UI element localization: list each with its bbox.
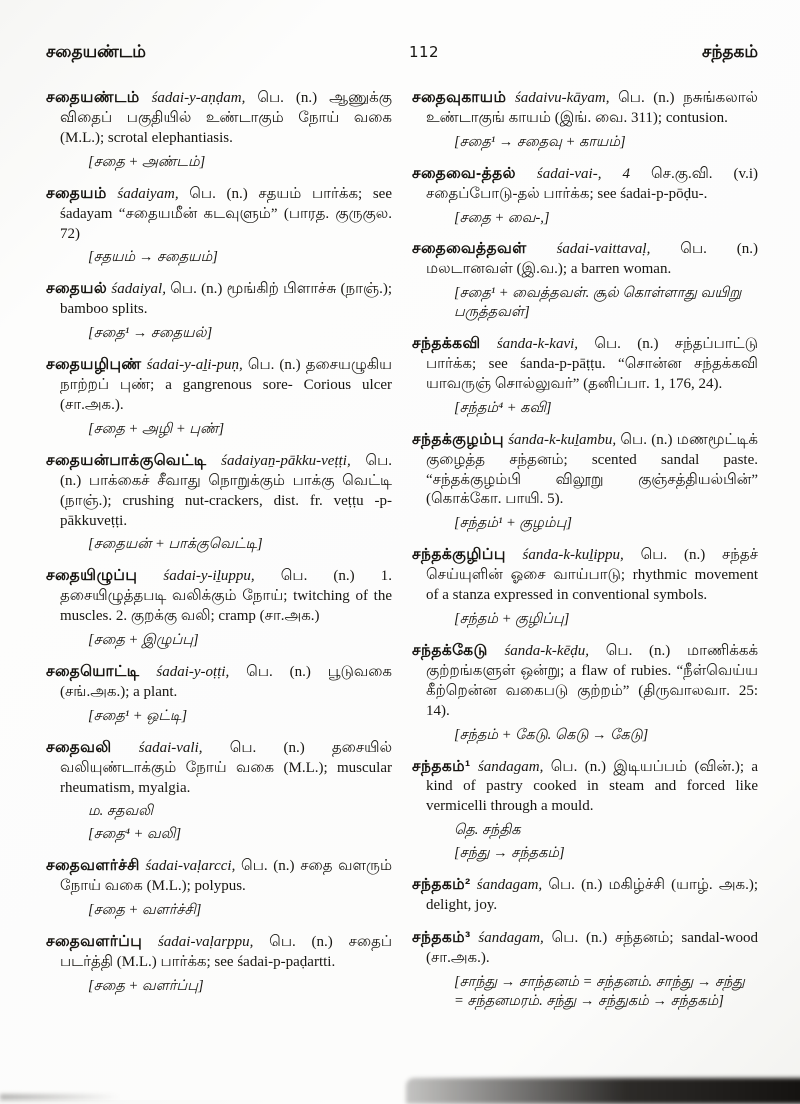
entry-etymology: [சதை + வளர்ப்பு] [88,977,204,994]
entry-grammar: பெ. (n.) [170,281,223,298]
entry-headword: சதையிழுப்பு [46,567,138,585]
entry-grammar: பெ. (n.) [257,90,318,106]
entry-headword: சதையண்டம் [46,89,140,106]
entry-headword: சந்தக்கேடு [412,641,488,659]
entry-definition: மாணிக்கக் குற்றங்களுள் ஒன்று; a flaw of rubies. “நீள்வெய்ய கீற்றென்ன வகைபடு குற்றம்” (திருவாலவா. 25: 14). [426,642,759,719]
entry-etymology: [சதை¹ → சதைவு + காயம்] [454,133,626,150]
entry-etymology: [சதை¹ → சதையல்] [88,325,213,342]
dictionary-entry [46,355,392,439]
entry-transliteration: śanda-k-kēḍu, [504,642,589,659]
entry-etymology: [சதை¹ + வைத்தவள். சூல் கொள்ளாது வயிறு பருத்தவள்] [454,285,742,321]
entry-etymology: [சதை + அண்டம்] [88,153,206,170]
dictionary-entry [412,88,758,152]
entry-grammar: பெ. (n.) [618,90,675,106]
entry-grammar: பெ. (n.) [551,929,608,946]
entry-headword: சதைவுகாயம் [412,89,507,106]
dictionary-entry [412,757,758,864]
entry-headword: சந்தகம்² [412,876,471,893]
entry-grammar: பெ. (n.) [680,241,759,258]
entry-grammar: பெ. (n.) [550,758,606,775]
entry-headword: சதையன்பாக்குவெட்டி [46,451,207,469]
running-header [46,42,758,64]
dictionary-entry [46,279,392,343]
dictionary-entry [46,932,392,996]
entry-definition: பாக்கைச் சீவாது நொறுக்கும் பாக்கு வெட்டி (நாஞ்.); crushing nut-crackers, dist. fr. veṭṭu -p- pākkuveṭṭi. [60,472,393,529]
entry-grammar: செ.கு.வி. (v.i) [651,165,758,182]
entry-headword: சதைவளர்ப்பு [46,932,143,950]
entry-transliteration: śadai-y-aḻi-puṇ, [146,357,243,374]
two-column-body [46,88,758,1022]
entry-headword: சதையொட்டி [46,662,140,680]
entry-headword: சதைவளர்ச்சி [46,857,140,875]
entry-etymology: [சதை + வை-,] [454,209,550,226]
entry-transliteration: śadai-vaḷarcci, [145,858,236,875]
entry-definition: மலடானவள் (இ.வ.); a barren woman. [426,261,672,278]
entry-headword: சதையழிபுண் [46,356,142,374]
entry-grammar: பெ. (n.) [605,642,671,659]
dictionary-entry [412,928,758,1011]
entry-etymology: [சதையன் + பாக்குவெட்டி] [88,536,263,553]
entry-etymology: [சந்து → சந்தகம்] [454,845,565,862]
entry-definition: பூடுவகை (சங்.அக.); a plant. [60,663,392,700]
entry-headword: சந்தகம்³ [412,928,471,946]
entry-transliteration: śanda-k-kuḻambu, [508,431,617,448]
entry-transliteration: śandagam, [476,877,543,893]
entry-etymology: [சதயம் → சதையம்] [88,249,218,266]
entry-headword: சதைவைத்தவள் [412,240,527,258]
entry-etymology: [சந்தம் + குழிப்பு] [454,611,570,628]
dictionary-entry [46,662,392,726]
entry-definition: சந்தச் செய்யுளின் ஓசை வாய்பாடு; rhythmic movement of a stanza expressed in conventional symbols. [426,547,759,604]
scan-artifact-bottom-right [406,1078,800,1104]
entry-definition: நசுங்கலால் உண்டாகுங் காயம் (இங். வை. 311); contusion. [426,90,759,126]
entry-transliteration: śadai-y-aṇḍam, [151,90,246,106]
entry-headword: சதைவை-த்தல் [412,164,516,182]
dictionary-entry [412,164,758,228]
entry-grammar: பெ. (n.) [640,547,706,564]
entry-grammar: பெ. (n.) [269,933,333,950]
entry-transliteration: śadai-y-oṭṭi, [156,663,230,680]
entry-grammar: பெ. (n.) [241,858,295,875]
entry-grammar: பெ. (n.) [594,336,659,352]
entry-definition: சந்தப்பாட்டு பார்க்க; see śanda-p-pāṭṭu. “சொன்ன சந்தக்கவி யாவருஞ் சொல்லுவர்” (தனிப்பா. 1, 176, 24). [426,336,758,392]
dictionary-column-left [46,88,392,1022]
entry-definition: தசையில் வலியுண்டாக்கும் நோய் வகை (M.L.); muscular rheumatism, myalgia. [60,739,393,796]
dictionary-entry [46,738,392,845]
entry-etymology: [சாந்து → சாந்தனம் = சந்தனம். சாந்து → சந்து = சந்தனமரம். சந்து → சந்துகம் → சந்தகம்] [454,973,745,1009]
entry-etymology: [சதை + வளர்ச்சி] [88,902,202,919]
entry-definition: இடியப்பம் (வின்.); a kind of pastry cooked in steam and forced like vermicelli through a mould. [426,758,759,815]
entry-definition: சதைப் படர்த்தி (M.L.) பார்க்க; see śadai-p-paḍartti. [60,933,393,970]
entry-headword: சந்தக்கவி [412,335,481,352]
dictionary-entry [412,875,758,916]
entry-transliteration: śadaivu-kāyam, [514,90,610,106]
dictionary-entry [412,334,758,418]
entry-grammar: பெ. (n.) [60,452,393,489]
entry-grammar: பெ. (n.) [189,185,248,202]
entry-definition: மணமூட்டிக் குழைத்த சந்தனம்; scented sandal paste. “சந்தக்குழம்பி விலூறு குஞ்சத்தியல்பின்” (கொக்கோ. பாயி. 5). [426,431,759,508]
entry-etymology: [சதை⁴ + வலி] [88,826,182,843]
entry-grammar: பெ. (n.) [548,877,603,893]
dictionary-column-right [412,88,758,1022]
entry-headword: சதைவலி [46,738,112,756]
entry-transliteration: śanda-k-kavi, [496,336,579,352]
running-head-right: சந்தகம் [702,42,758,61]
entry-definition: சதைப்போடு-தல் பார்க்க; see śadai-p-pōḍu-. [426,185,708,202]
dictionary-entry [46,184,392,268]
entry-transliteration: śadai-vai-, 4 [536,165,630,182]
entry-transliteration: śadai-vaḷarppu, [157,933,254,950]
dictionary-entry [412,545,758,629]
page-number: 112 [408,43,440,61]
entry-definition: மூங்கிற் பிளாச்சு (நாஞ்.); bamboo splits. [60,281,392,318]
entry-grammar: பெ. (n.) [280,568,355,585]
entry-definition: ஆணுக்கு விதைப் பகுதியில் உண்டாகும் நோய் வகை (M.L.); scrotal elephantiasis. [60,90,393,146]
dictionary-entry [46,88,392,172]
scan-artifact-bottom-left [0,1094,120,1100]
dictionary-entry [412,641,758,745]
entry-grammar: பெ. (n.) [247,357,301,374]
running-head-left: சதையண்டம் [46,42,146,61]
entry-grammar: பெ. (n.) [246,663,311,680]
entry-cognate: தெ. சந்திக [454,822,521,839]
entry-transliteration: śandagam, [478,929,544,946]
entry-headword: சதையல் [46,280,108,298]
entry-definition: மகிழ்ச்சி (யாழ். அக.); delight, joy. [426,877,759,913]
entry-etymology: [சந்தம்⁴ + கவி] [454,399,552,416]
entry-transliteration: śadaiyaṉ-pākku-veṭṭi, [221,452,351,469]
entry-etymology: [சந்தம்¹ + குழம்பு] [454,515,573,532]
entry-transliteration: śadaiyal, [111,281,166,298]
entry-grammar: பெ. (n.) [229,739,305,756]
dictionary-entry [46,451,392,555]
entry-transliteration: śandagam, [477,758,544,775]
entry-etymology: [சதை¹ + ஒட்டி] [88,707,188,724]
entry-transliteration: śadai-y-iḻuppu, [163,568,255,585]
entry-etymology: [சந்தம் + கேடு. கெடு → கேடு] [454,726,649,743]
entry-transliteration: śadai-vaittavaḷ, [556,241,651,258]
dictionary-entry [46,566,392,650]
dictionary-entry [412,239,758,322]
entry-cognate: ம. சதவலி [88,803,154,820]
entry-definition: சதை வளரும் நோய் வகை (M.L.); polypus. [60,858,393,895]
dictionary-entry [412,430,758,534]
entry-headword: சந்தக்குழம்பு [412,430,504,448]
entry-headword: சந்தக்குழிப்பு [412,546,506,564]
dictionary-entry [46,856,392,920]
entry-transliteration: śadaiyam, [117,185,179,202]
entry-headword: சந்தகம்¹ [412,757,471,775]
entry-grammar: பெ. (n.) [620,431,673,448]
entry-definition: தசையழுகிய நாற்றப் புண்; a gangrenous sore- Corious ulcer (சா.அக.). [60,357,392,413]
entry-definition: சதயம் பார்க்க; see śadayam “சதையமீன் கடவுளும்” (பாரத. குருகுல. 72) [60,185,392,242]
entry-headword: சதையம் [46,184,107,202]
entry-etymology: [சதை + அழி + புண்] [88,420,225,437]
entry-transliteration: śanda-k-kuḻippu, [522,547,624,564]
entry-definition: 1. தசையிழுத்தபடி வலிக்கும் நோய்; twitching of the muscles. 2. குறக்கு வலி; cramp (சா.அக.) [60,568,392,625]
entry-transliteration: śadai-vali, [138,739,203,756]
entry-definition: சந்தனம்; sandal-wood (சா.அக.). [426,929,759,966]
entry-etymology: [சதை + இழுப்பு] [88,632,199,649]
